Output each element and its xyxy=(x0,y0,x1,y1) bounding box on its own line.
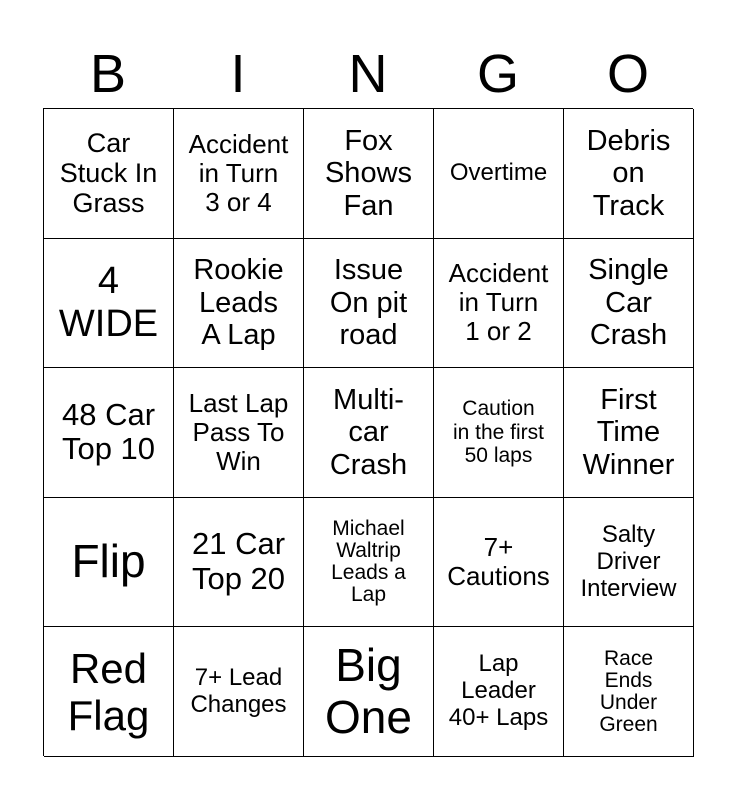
bingo-cell[interactable] xyxy=(174,627,304,757)
cell-text: Last Lap Pass To Win xyxy=(188,387,289,477)
bingo-cell[interactable] xyxy=(564,498,694,628)
cell-text: 7+ Cautions xyxy=(447,531,550,592)
header-letter-i: I xyxy=(230,44,246,104)
cell-text: Multi- car Crash xyxy=(329,383,408,481)
header-letter-o: O xyxy=(606,44,649,104)
cell-text: Accident in Turn 3 or 4 xyxy=(188,128,289,217)
cell-text: 21 Car Top 20 xyxy=(191,526,286,597)
header-letter-g: G xyxy=(476,44,519,104)
bingo-cell[interactable] xyxy=(564,627,694,757)
bingo-header xyxy=(43,40,693,108)
bingo-cell[interactable] xyxy=(44,368,174,498)
header-letter-n: N xyxy=(348,44,388,104)
cell-text: Red Flag xyxy=(67,644,150,739)
bingo-cell[interactable] xyxy=(304,368,434,498)
cell-text: Race Ends Under Green xyxy=(599,646,658,736)
bingo-cell[interactable] xyxy=(304,627,434,757)
cell-text: Flip xyxy=(71,535,146,588)
cell-text: Debris on Track xyxy=(586,124,671,222)
cell-text: Car Stuck In Grass xyxy=(59,127,158,219)
bingo-cell[interactable] xyxy=(174,498,304,628)
header-letter-b: B xyxy=(89,44,127,104)
bingo-cell[interactable] xyxy=(564,239,694,369)
bingo-cell[interactable] xyxy=(304,239,434,369)
cell-text: Fox Shows Fan xyxy=(324,124,413,222)
cell-text: Overtime xyxy=(449,158,548,186)
bingo-cell[interactable] xyxy=(434,368,564,498)
cell-text: Lap Leader 40+ Laps xyxy=(448,650,549,732)
bingo-cell[interactable] xyxy=(174,109,304,239)
cell-text: Salty Driver Interview xyxy=(580,520,677,602)
cell-text: Accident in Turn 1 or 2 xyxy=(448,258,549,347)
cell-text: Caution in the first 50 laps xyxy=(452,397,545,468)
bingo-cell[interactable] xyxy=(44,627,174,757)
bingo-cell[interactable] xyxy=(44,498,174,628)
cell-text: 4 WIDE xyxy=(58,260,159,345)
cell-text: 48 Car Top 10 xyxy=(61,396,156,467)
bingo-cell[interactable] xyxy=(434,498,564,628)
cell-text: Michael Waltrip Leads a Lap xyxy=(331,516,406,607)
cell-text: Rookie Leads A Lap xyxy=(193,254,284,352)
bingo-cell[interactable] xyxy=(564,109,694,239)
bingo-cell[interactable] xyxy=(434,239,564,369)
bingo-card-grid xyxy=(43,108,693,756)
cell-text: Single Car Crash xyxy=(588,254,669,352)
bingo-cell[interactable] xyxy=(174,239,304,369)
bingo-cell[interactable] xyxy=(174,368,304,498)
bingo-cell[interactable] xyxy=(434,627,564,757)
bingo-cell[interactable] xyxy=(44,239,174,369)
bingo-cell[interactable] xyxy=(434,109,564,239)
cell-text: First Time Winner xyxy=(582,383,675,481)
bingo-cell[interactable] xyxy=(304,109,434,239)
bingo-cell[interactable] xyxy=(304,498,434,628)
bingo-cell[interactable] xyxy=(564,368,694,498)
cell-text: 7+ Lead Changes xyxy=(190,663,287,718)
cell-text: Issue On pit road xyxy=(329,254,408,352)
bingo-cell[interactable] xyxy=(44,109,174,239)
cell-text: Big One xyxy=(325,639,412,743)
